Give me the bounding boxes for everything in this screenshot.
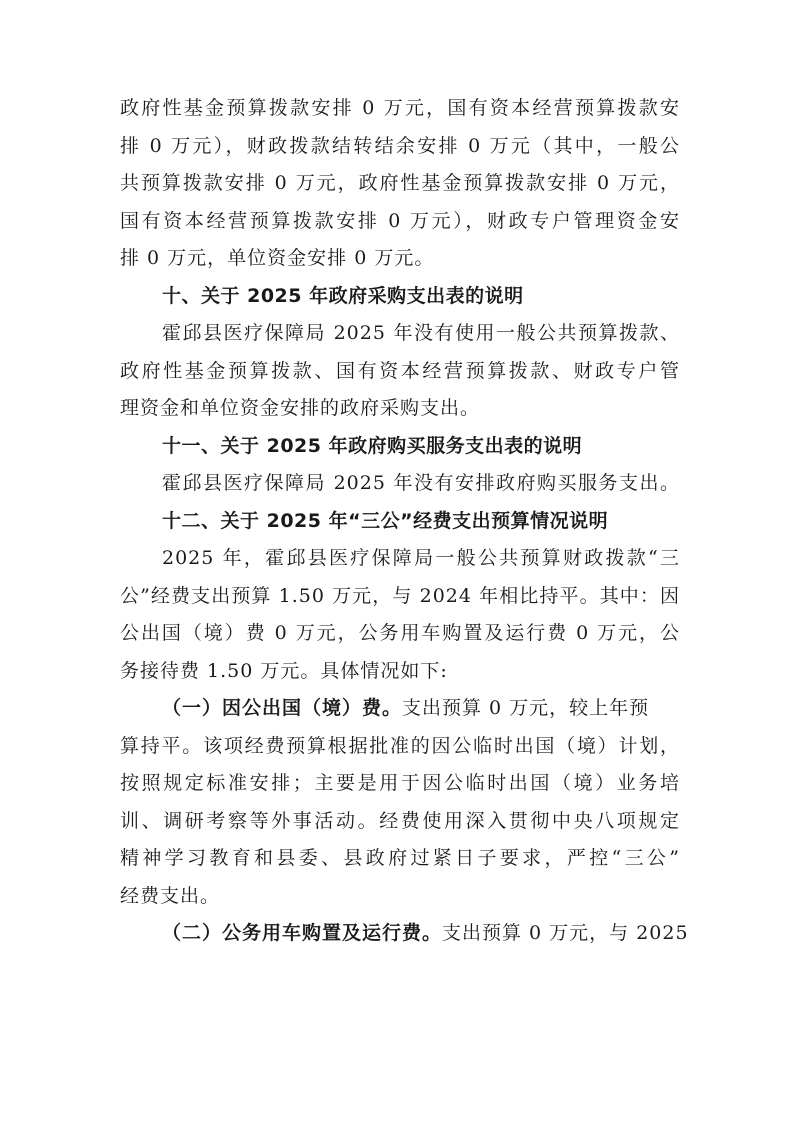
paragraph-line: 共预算拨款安排 0 万元，政府性基金预算拨款安排 0 万元， — [120, 172, 680, 194]
paragraph-line: 算持平。该项经费预算根据批准的因公临时出国（境）计划， — [120, 735, 680, 757]
section-heading-10: 十、关于 2025 年政府采购支出表的说明 — [162, 285, 524, 307]
subsection-text: 支出预算 0 万元，较上年预 — [402, 697, 650, 719]
paragraph-line: 按照规定标准安排；主要是用于因公临时出国（境）业务培 — [120, 772, 680, 794]
subsection-lead-1: （一）因公出国（境）费。 — [162, 697, 403, 719]
subsection-lead-2: （二）公务用车购置及运行费。 — [162, 922, 443, 944]
paragraph-line: 公”经费支出预算 1.50 万元，与 2024 年相比持平。其中：因 — [120, 585, 680, 607]
paragraph-line: 理资金和单位资金安排的政府采购支出。 — [120, 397, 481, 419]
paragraph-line: 政府性基金预算拨款、国有资本经营预算拨款、财政专户管 — [120, 360, 680, 382]
paragraph-line: 精神学习教育和县委、县政府过紧日子要求，严控“三公” — [120, 847, 680, 869]
paragraph-line: 务接待费 1.50 万元。具体情况如下: — [120, 660, 448, 682]
paragraph-line — [162, 696, 680, 720]
paragraph-line: 霍邱县医疗保障局 2025 年没有安排政府购买服务支出。 — [162, 472, 680, 494]
paragraph-line: 排 0 万元），财政拨款结转结余安排 0 万元（其中，一般公 — [120, 135, 680, 157]
paragraph-line: 国有资本经营预算拨款安排 0 万元），财政专户管理资金安 — [120, 210, 680, 232]
paragraph-line: 排 0 万元，单位资金安排 0 万元。 — [120, 247, 435, 269]
subsection-text: 支出预算 0 万元，与 2025 — [442, 922, 689, 944]
paragraph-line — [162, 921, 689, 945]
paragraph-line: 公出国（境）费 0 万元，公务用车购置及运行费 0 万元，公 — [120, 622, 680, 644]
paragraph-line: 经费支出。 — [120, 885, 221, 907]
paragraph-line: 霍邱县医疗保障局 2025 年没有使用一般公共预算拨款、 — [162, 322, 680, 344]
paragraph-line: 训、调研考察等外事活动。经费使用深入贯彻中央八项规定 — [120, 810, 680, 832]
section-heading-11: 十一、关于 2025 年政府购买服务支出表的说明 — [162, 435, 583, 457]
section-heading-12: 十二、关于 2025 年“三公”经费支出预算情况说明 — [162, 510, 609, 532]
paragraph-line: 2025 年，霍邱县医疗保障局一般公共预算财政拨款“三 — [162, 547, 680, 569]
paragraph-line: 政府性基金预算拨款安排 0 万元，国有资本经营预算拨款安 — [120, 97, 680, 119]
